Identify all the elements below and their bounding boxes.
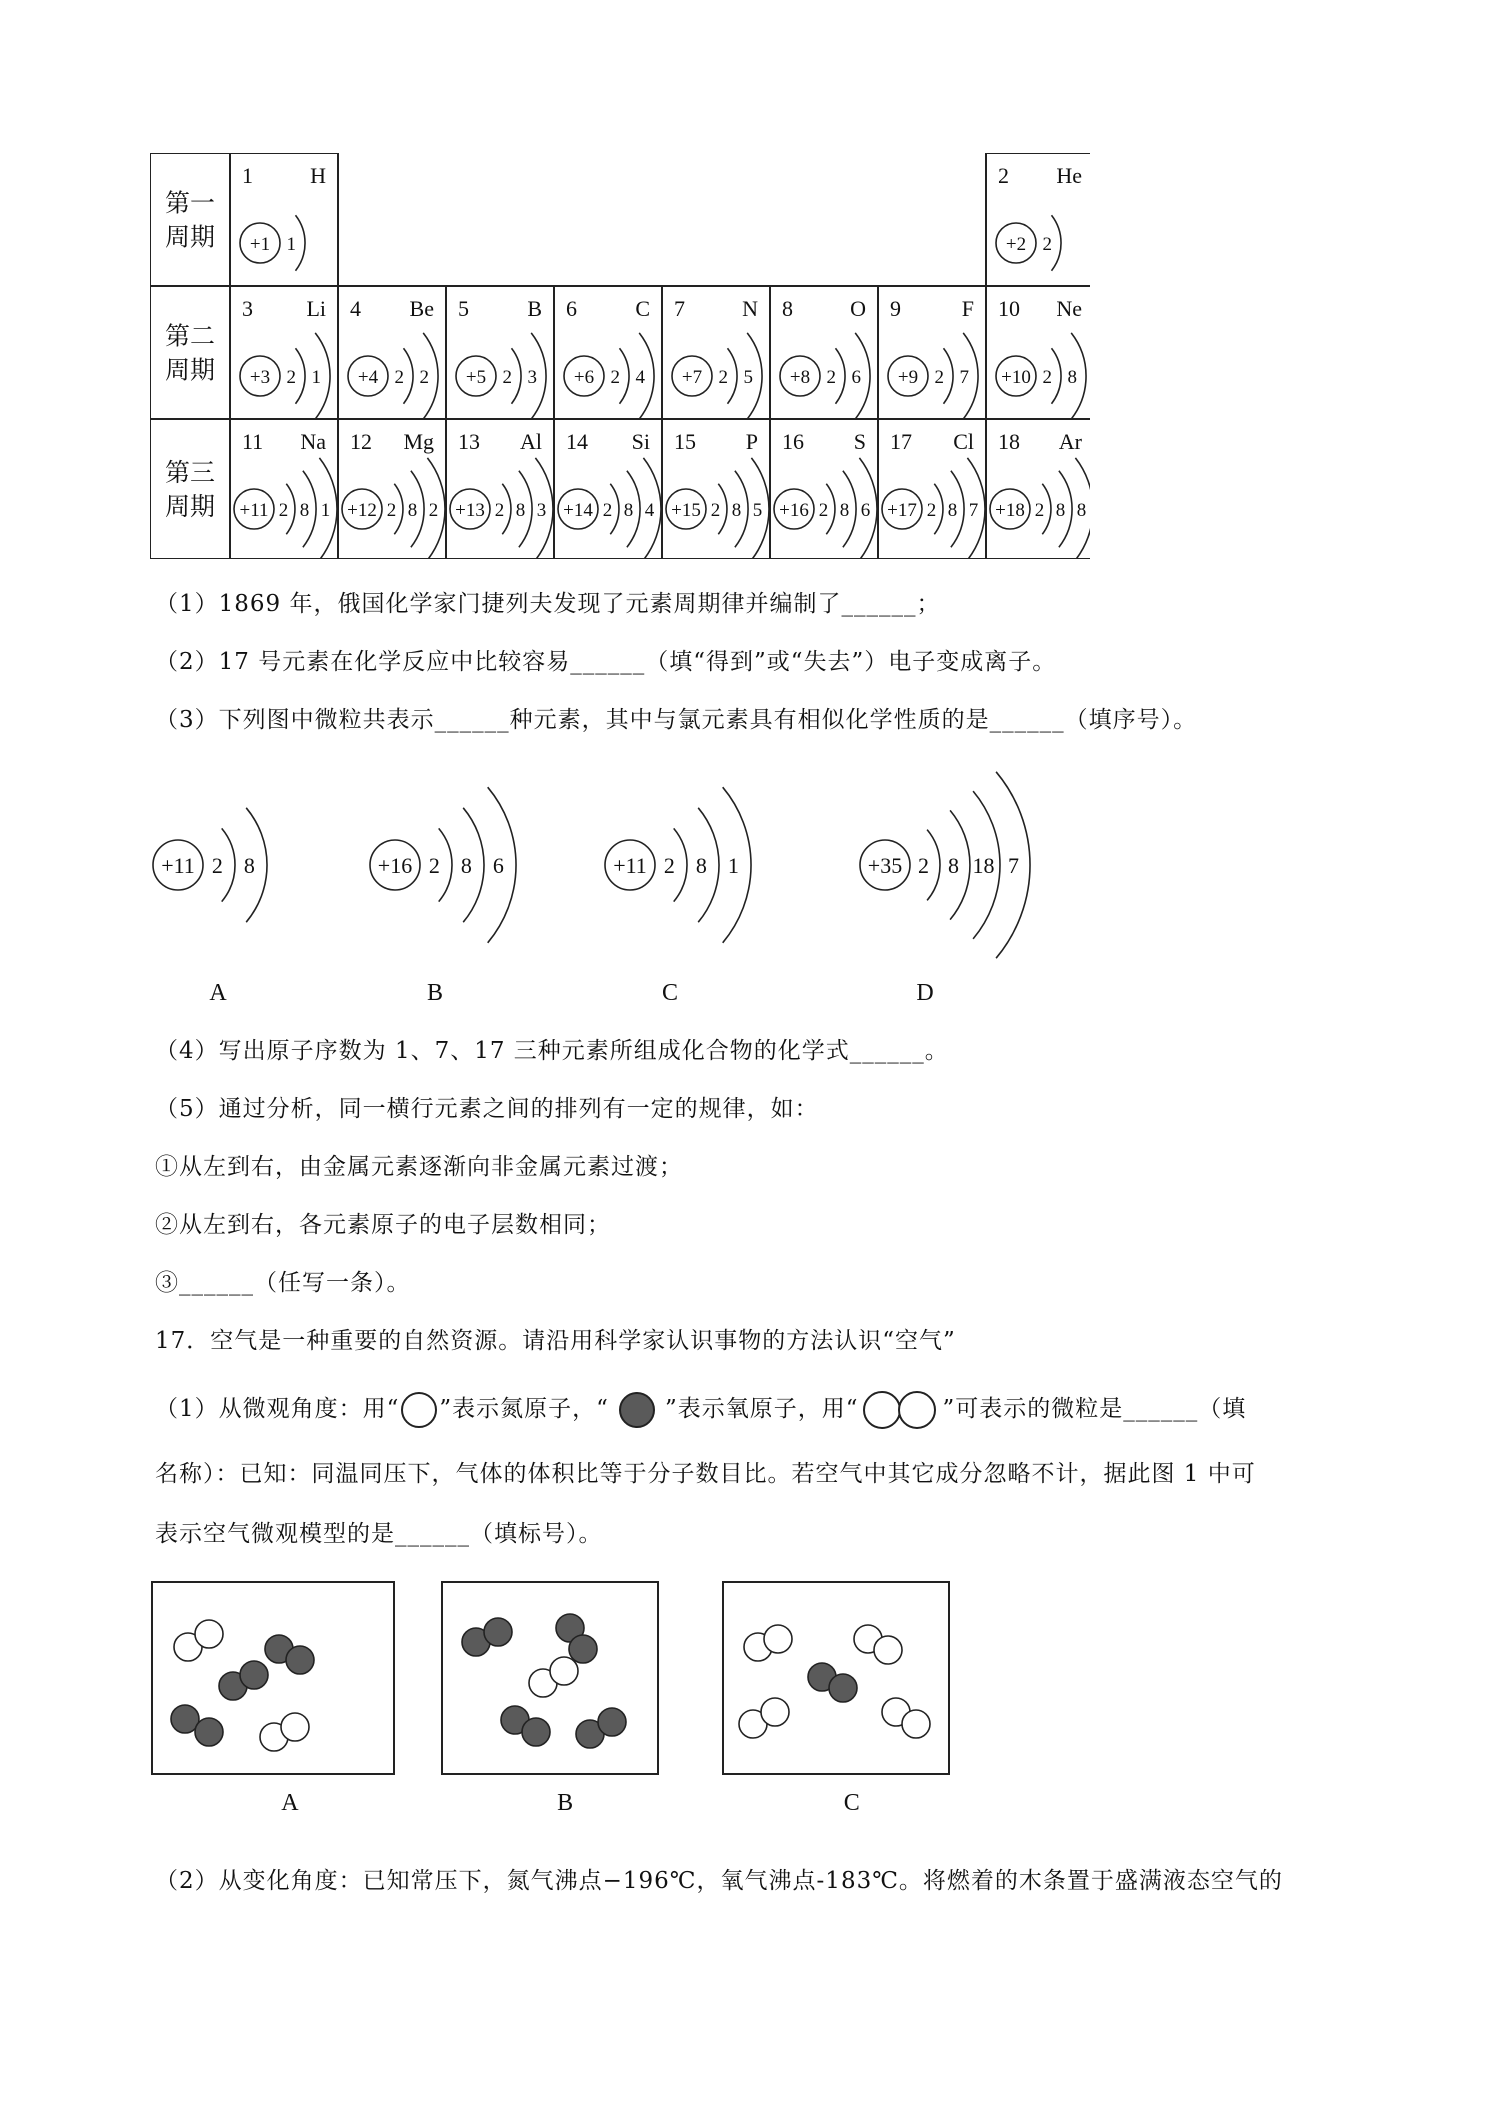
element-symbol: Si [631, 429, 650, 454]
element-symbol: F [961, 296, 974, 321]
nitrogen-atom-icon [550, 1657, 578, 1685]
air-model-figure [140, 1580, 980, 1820]
q16-rule3: ③______（任写一条）。 [155, 1270, 411, 1296]
element-number: 6 [566, 296, 577, 321]
element-number: 7 [674, 296, 685, 321]
particle-b-shell-arc [439, 828, 452, 901]
q16-part2: （2）17 号元素在化学反应中比较容易______（填“得到”或“失去”）电子变成离子。 [155, 649, 1057, 675]
particle-d-shell-count: 8 [948, 852, 959, 878]
particle-a-nuclear-charge: +11 [161, 852, 195, 878]
particle-b-shell-count: 8 [460, 852, 472, 878]
element-atom-shell-count: 1 [320, 499, 331, 521]
q17-p1-text-a: （1）从微观角度：用“ [155, 1396, 400, 1422]
nitrogen-atom-icon [281, 1713, 309, 1741]
element-number: 13 [458, 429, 480, 454]
element-atom-shell-count: 2 [286, 366, 296, 388]
element-atom-shell-count: 8 [299, 499, 310, 521]
element-atom-shell-count: 2 [1042, 366, 1052, 388]
element-number: 17 [890, 429, 912, 454]
element-atom-shell-count: 4 [635, 366, 645, 388]
element-atom-nuclear-charge: +14 [563, 499, 593, 521]
element-atom-shell-count: 2 [934, 366, 944, 388]
oxygen-atom-icon [195, 1718, 223, 1746]
nitrogen-atom-icon [874, 1636, 902, 1664]
element-atom-nuclear-charge: +15 [671, 499, 701, 521]
element-symbol: N [742, 296, 758, 321]
particle-c-shell-count: 8 [695, 852, 707, 878]
element-atom-shell-count: 8 [623, 499, 634, 521]
element-symbol: Mg [403, 429, 434, 454]
element-atom-shell-count: 8 [731, 499, 742, 521]
nitrogen-atom-icon [195, 1620, 223, 1648]
particle-c-shell-arc [674, 828, 687, 901]
q17-p1-text-c: ”表示氧原子，用“ [664, 1396, 859, 1422]
element-symbol: Ar [1058, 429, 1082, 454]
particle-d-shell-count: 18 [972, 852, 995, 878]
element-atom-shell-count: 6 [860, 499, 871, 521]
element-atom-shell-count: 8 [407, 499, 418, 521]
element-atom-shell-count: 8 [515, 499, 526, 521]
particle-b-nuclear-charge: +16 [377, 852, 413, 878]
particle-c-nuclear-charge: +11 [613, 852, 647, 878]
model-label: B [557, 1790, 574, 1816]
oxygen-atom-icon [286, 1646, 314, 1674]
period-label-line2: 周期 [164, 224, 216, 252]
particle-d-shell-arc [927, 830, 940, 901]
element-number: 16 [782, 429, 804, 454]
element-symbol: C [635, 296, 650, 321]
q17-part1-line1 [155, 1390, 1246, 1430]
oxygen-atom-icon [484, 1618, 512, 1646]
oxygen-atom-icon [598, 1708, 626, 1736]
element-atom-nuclear-charge: +4 [357, 366, 379, 388]
element-atom-nuclear-charge: +16 [779, 499, 809, 521]
period-label-cell [150, 153, 230, 286]
q17-part1-line3: 表示空气微观模型的是______（填标号）。 [155, 1521, 603, 1547]
element-atom-nuclear-charge: +1 [249, 233, 271, 255]
element-number: 10 [998, 296, 1020, 321]
periodic-table-figure [150, 153, 1090, 559]
element-atom-shell-count: 2 [386, 499, 397, 521]
element-atom-shell-count: 2 [428, 499, 439, 521]
element-atom-shell-count: 4 [644, 499, 655, 521]
element-number: 8 [782, 296, 793, 321]
element-atom-shell-count: 8 [947, 499, 958, 521]
element-number: 5 [458, 296, 469, 321]
q16-rule2: ②从左到右，各元素原子的电子层数相同； [155, 1212, 611, 1238]
particle-a-shell-arc [222, 828, 235, 901]
element-atom-nuclear-charge: +12 [347, 499, 377, 521]
model-label: C [843, 1790, 860, 1816]
element-atom-shell-count: 5 [743, 366, 753, 388]
element-atom-shell-count: 2 [710, 499, 721, 521]
oxygen-atom-icon [829, 1674, 857, 1702]
period-label-line1: 第一 [164, 190, 216, 218]
element-atom-shell-count: 7 [959, 366, 969, 388]
nitrogen-molecule-icon [858, 1390, 942, 1430]
q16-part1: （1）1869 年，俄国化学家门捷列夫发现了元素周期律并编制了______； [155, 591, 941, 617]
element-atom-nuclear-charge: +3 [249, 366, 271, 388]
element-atom-nuclear-charge: +6 [573, 366, 595, 388]
element-number: 14 [566, 429, 588, 454]
element-atom-shell-count: 8 [1076, 499, 1087, 521]
particle-d-shell-count: 7 [1008, 852, 1019, 878]
period-label-cell [150, 419, 230, 559]
q17-part1-line2: 名称）：已知：同温同压下，气体的体积比等于分子数目比。若空气中其它成分忽略不计，据此图 1 中可 [155, 1461, 1256, 1487]
oxygen-atom-icon [609, 1391, 665, 1429]
particle-b-shell-count: 6 [492, 852, 504, 878]
particle-c-shell-count: 1 [727, 852, 739, 878]
element-number: 9 [890, 296, 901, 321]
q17-stem: 17．空气是一种重要的自然资源。请沿用科学家认识事物的方法认识“空气” [155, 1328, 956, 1354]
element-atom-shell-count: 2 [494, 499, 505, 521]
element-atom-shell-count: 2 [602, 499, 613, 521]
element-atom-shell-count: 5 [752, 499, 763, 521]
element-atom-nuclear-charge: +2 [1005, 233, 1027, 255]
nitrogen-atom-icon [761, 1698, 789, 1726]
element-number: 4 [350, 296, 361, 321]
nitrogen-atom-icon [764, 1625, 792, 1653]
element-symbol: P [745, 429, 758, 454]
element-symbol: He [1056, 163, 1082, 188]
element-atom-nuclear-charge: +13 [455, 499, 485, 521]
element-atom-nuclear-charge: +5 [465, 366, 487, 388]
element-symbol: B [527, 296, 542, 321]
period-label-line1: 第三 [164, 460, 216, 487]
element-atom-nuclear-charge: +10 [1001, 366, 1031, 388]
element-atom-shell-count: 8 [839, 499, 850, 521]
element-symbol: Cl [953, 429, 974, 454]
q16-part5: （5）通过分析，同一横行元素之间的排列有一定的规律，如： [155, 1096, 819, 1122]
period-label-line2: 周期 [164, 494, 216, 521]
period-label-line2: 周期 [164, 357, 216, 385]
nitrogen-atom-icon [902, 1710, 930, 1738]
period-label-cell [150, 286, 230, 419]
element-atom-shell-count: 3 [536, 499, 547, 521]
element-number: 2 [998, 163, 1009, 188]
element-number: 18 [998, 429, 1020, 454]
element-symbol: Ne [1056, 296, 1082, 321]
element-number: 12 [350, 429, 372, 454]
element-atom-nuclear-charge: +18 [995, 499, 1025, 521]
element-symbol: Li [306, 296, 326, 321]
element-atom-shell-count: 7 [968, 499, 979, 521]
element-atom-shell-count: 2 [818, 499, 829, 521]
element-atom-shell-count: 2 [1042, 233, 1052, 255]
period-label-line1: 第二 [164, 323, 216, 351]
element-atom-shell-count: 1 [311, 366, 321, 388]
particle-structure-figure [140, 750, 1040, 1010]
q17-p1-text-b: ”表示氮原子，“ [439, 1396, 609, 1422]
element-number: 1 [242, 163, 253, 188]
element-atom-nuclear-charge: +8 [789, 366, 811, 388]
element-atom-nuclear-charge: +9 [897, 366, 919, 388]
particle-d-shell-count: 2 [918, 852, 929, 878]
element-atom-shell-count: 2 [718, 366, 728, 388]
element-atom-shell-count: 2 [926, 499, 937, 521]
q16-rule1: ①从左到右，由金属元素逐渐向非金属元素过渡； [155, 1154, 683, 1180]
q16-part4: （4）写出原子序数为 1、7、17 三种元素所组成化合物的化学式______。 [155, 1038, 949, 1064]
particle-label: B [426, 980, 444, 1006]
particle-b-shell-count: 2 [428, 852, 440, 878]
particle-a-shell-count: 2 [211, 852, 223, 878]
nitrogen-atom-icon [399, 1391, 439, 1429]
element-atom-shell-count: 8 [1067, 366, 1077, 388]
particle-d-nuclear-charge: +35 [867, 852, 903, 878]
element-atom-shell-count: 2 [826, 366, 836, 388]
element-symbol: H [310, 163, 326, 188]
element-atom-shell-count: 8 [1055, 499, 1066, 521]
element-atom-nuclear-charge: +17 [887, 499, 917, 521]
particle-c-shell-count: 2 [663, 852, 675, 878]
element-atom-shell-count: 2 [1034, 499, 1045, 521]
element-symbol: Na [300, 429, 326, 454]
q16-part3: （3）下列图中微粒共表示______种元素，其中与氯元素具有相似化学性质的是______（填序号）。 [155, 707, 1198, 733]
element-symbol: O [850, 296, 866, 321]
element-atom-shell-count: 2 [278, 499, 289, 521]
element-symbol: Be [409, 296, 434, 321]
oxygen-atom-icon [240, 1661, 268, 1689]
particle-label: D [916, 980, 934, 1006]
element-symbol: S [853, 429, 866, 454]
element-atom-shell-count: 2 [610, 366, 620, 388]
element-atom-shell-count: 3 [527, 366, 537, 388]
q17-p1-text-d: ”可表示的微粒是______（填 [942, 1396, 1247, 1422]
element-number: 11 [242, 429, 264, 454]
oxygen-atom-icon [522, 1718, 550, 1746]
element-atom-shell-count: 2 [502, 366, 512, 388]
element-atom-shell-count: 2 [394, 366, 404, 388]
element-symbol: Al [520, 429, 542, 454]
oxygen-atom-icon [569, 1635, 597, 1663]
element-number: 15 [674, 429, 696, 454]
element-atom-nuclear-charge: +11 [239, 499, 269, 521]
particle-a-shell-count: 8 [243, 852, 255, 878]
element-atom-shell-count: 2 [419, 366, 429, 388]
particle-label: C [661, 980, 679, 1006]
element-atom-shell-count: 1 [286, 233, 296, 255]
element-number: 3 [242, 296, 253, 321]
q17-part2: （2）从变化角度：已知常压下，氮气沸点−196℃，氧气沸点-183℃。将燃着的木条置于盛满液态空气的 [155, 1868, 1283, 1894]
model-label: A [281, 1790, 299, 1816]
element-atom-nuclear-charge: +7 [681, 366, 703, 388]
particle-label: A [209, 980, 227, 1006]
element-atom-shell-count: 6 [851, 366, 861, 388]
